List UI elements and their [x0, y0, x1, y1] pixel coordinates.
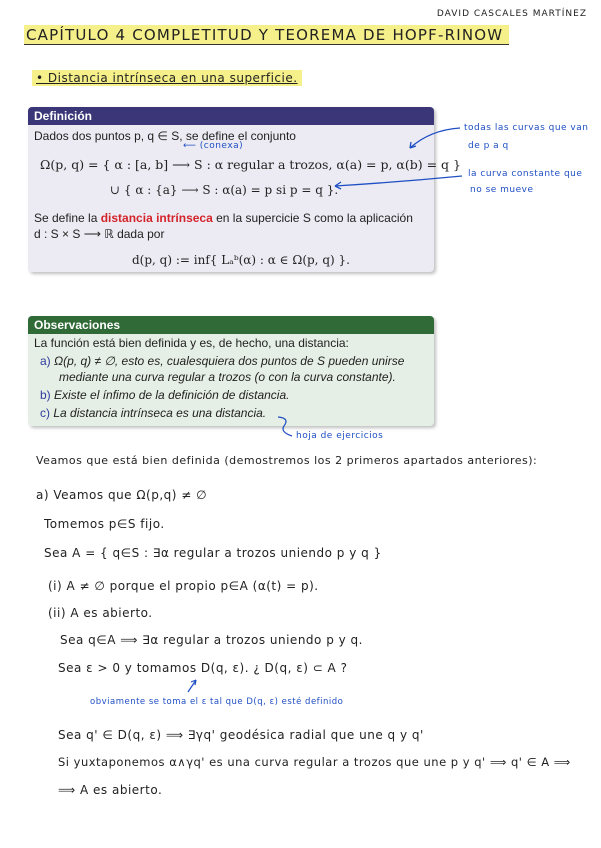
observation-label: b) — [40, 388, 51, 402]
observations-intro: La función está bien definida y es, de hecho, una distancia: — [34, 336, 349, 350]
annotation-curva-constante-2: no se mueve — [470, 185, 534, 195]
observation-label: a) — [40, 354, 51, 368]
definition-line4: d : S × S ⟶ ℝ dada por — [34, 227, 165, 241]
definition-line1: Dados dos puntos p, q ∈ S, se define el conjunto — [34, 129, 296, 143]
annotation-todas-curvas-1: todas las curvas que van — [464, 123, 589, 133]
intrinsic-distance-term: distancia intrínseca — [100, 211, 213, 225]
handwritten-line: ⟹ A es abierto. — [58, 783, 163, 797]
annotation-conexa — [183, 141, 243, 151]
observations-box — [28, 316, 434, 426]
chapter-title: CAPÍTULO 4 COMPLETITUD Y TEOREMA DE HOPF-RINOW — [24, 25, 509, 45]
handwritten-line: (ii) A es abierto. — [48, 606, 153, 620]
handwritten-line: Si yuxtaponemos α∧γq' es una curva regular a trozos que une p y q' ⟹ q' ∈ A ⟹ — [58, 755, 571, 769]
observation-text: La distancia intrínseca es una distancia. — [53, 406, 267, 420]
handwritten-line: Tomemos p∈S fijo. — [44, 517, 165, 531]
annotation-curva-constante-1: la curva constante que — [468, 169, 583, 179]
annotation-hoja: hoja de ejercicios — [296, 431, 384, 441]
distance-formula: d(p, q) := inf{ Lₐᵇ(α) : α ∈ Ω(p, q) }. — [132, 253, 350, 267]
definition-line3 — [34, 211, 413, 225]
observation-item — [40, 406, 266, 420]
omega-constant: ∪ { α : {a} ⟶ S : α(a) = p si p = q }. — [110, 183, 339, 197]
observation-item — [40, 388, 289, 402]
annotation-todas-curvas-2: de p a q — [468, 141, 509, 151]
observation-label: c) — [40, 406, 50, 420]
definition-line3-pre: Se define la — [34, 211, 101, 225]
section-title: • Distancia intrínseca en una superficie. — [32, 70, 302, 86]
definition-box — [28, 107, 461, 272]
handwritten-line: Sea A = { q∈S : ∃α regular a trozos uniendo p y q } — [44, 546, 382, 560]
observation-item — [40, 354, 404, 368]
observations-header: Observaciones — [28, 316, 434, 334]
handwritten-line: Veamos que está bien definida (demostremos los 2 primeros apartados anteriores): — [36, 454, 538, 467]
handwritten-line: a) Veamos que Ω(p,q) ≠ ∅ — [36, 488, 208, 502]
annotation-conexa-text: (conexa) — [199, 141, 244, 151]
observation-text: mediante una curva regular a trozos (o con la curva constante). — [59, 370, 396, 384]
author-name: DAVID CASCALES MARTÍNEZ — [436, 9, 587, 19]
handwritten-line: (i) A ≠ ∅ porque el propio p∈A (α(t) = p). — [48, 579, 319, 593]
arrow-up-icon — [188, 680, 196, 692]
observation-text: Existe el ínfimo de la definición de distancia. — [54, 388, 290, 402]
handwritten-line: Sea q' ∈ D(q, ε) ⟹ ∃γq' geodésica radial que une q y q' — [58, 728, 424, 742]
handwritten-line: Sea ε > 0 y tomamos D(q, ε). ¿ D(q, ε) ⊂ A ? — [58, 661, 348, 675]
omega-definition: Ω(p, q) = { α : [a, b] ⟶ S : α regular a trozos, α(a) = p, α(b) = q } — [40, 157, 461, 172]
definition-line3-post: en la supercicie S como la aplicación — [212, 211, 413, 225]
annotation-obviamente: obviamente se toma el ε tal que D(q, ε) esté definido — [90, 697, 344, 707]
definition-header: Definición — [28, 107, 434, 125]
arrow-left-icon: ⟵ — [183, 141, 200, 151]
handwritten-line: Sea q∈A ⟹ ∃α regular a trozos uniendo p y q. — [60, 633, 363, 647]
observation-text: Ω(p, q) ≠ ∅, esto es, cualesquiera dos puntos de S pueden unirse — [54, 354, 405, 368]
